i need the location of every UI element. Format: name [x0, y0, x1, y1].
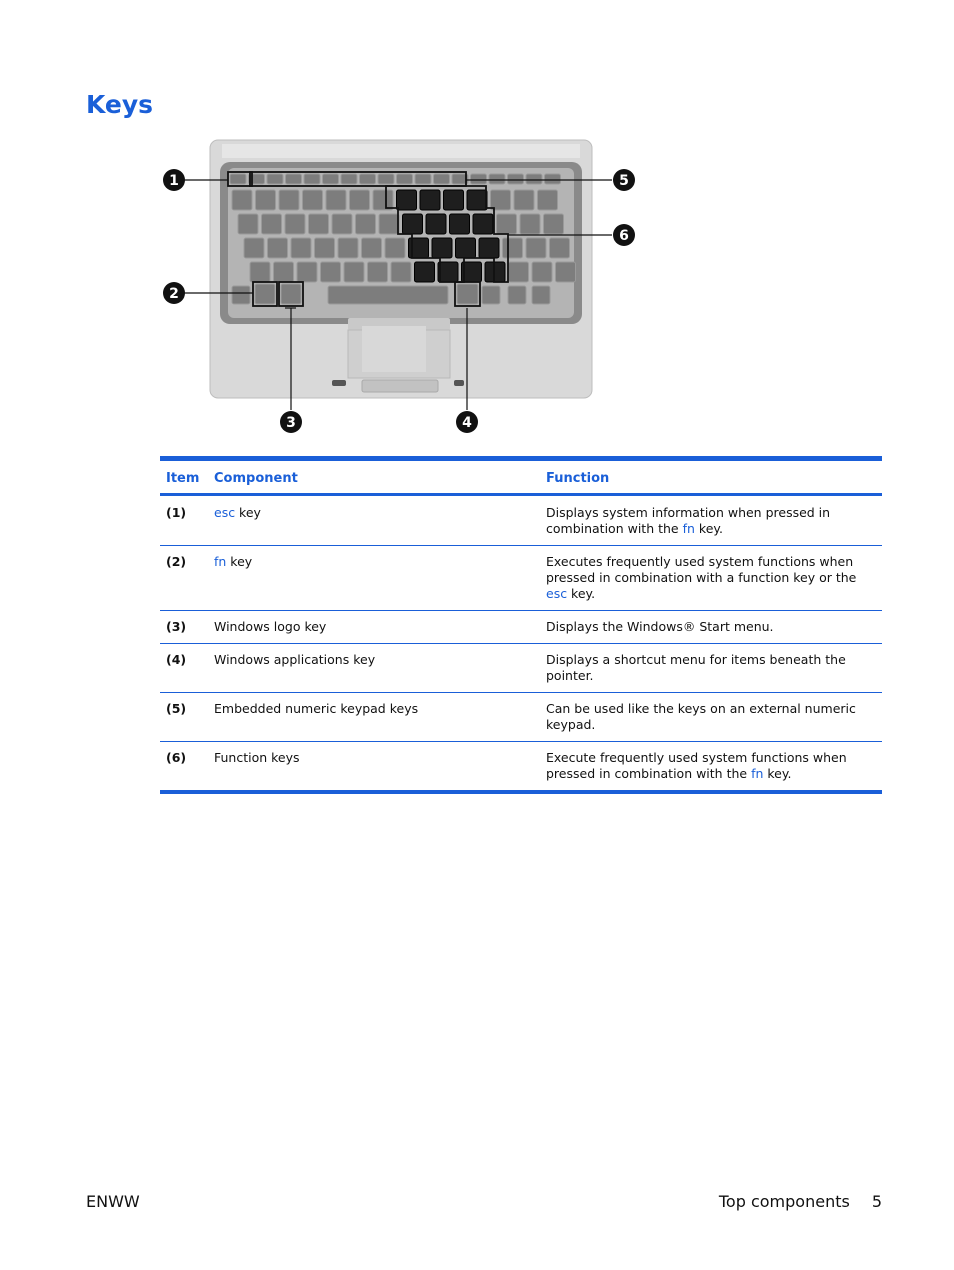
function-text: Can be used like the keys on an external numeric keypad. [546, 701, 856, 732]
page-number: 5 [871, 1192, 882, 1211]
keyboard-key [457, 284, 478, 304]
table-row [160, 644, 882, 693]
keypad-key [432, 238, 452, 258]
keyboard-key [244, 238, 264, 258]
footer-doc-id: ENWW [86, 1192, 140, 1211]
keyboard-key [385, 238, 405, 258]
keyboard-key [232, 286, 250, 304]
callout-number: 5 [619, 173, 629, 189]
component-text: Embedded numeric keypad keys [214, 701, 419, 716]
component-cell [208, 495, 540, 546]
keyboard-key [482, 286, 500, 304]
keyboard-key [281, 284, 301, 304]
keyboard-key [356, 214, 376, 234]
function-cell [540, 644, 882, 693]
keyboard-key [230, 174, 246, 184]
function-text-end: key. [763, 766, 792, 781]
keyboard-key [323, 174, 339, 184]
keyboard-key [326, 190, 346, 210]
keyboard-key [391, 262, 411, 282]
keyboard-key [332, 214, 352, 234]
component-cell [208, 611, 540, 644]
callout-number: 6 [619, 228, 629, 244]
keyboard-key [556, 262, 576, 282]
keyboard-key [255, 284, 275, 304]
keyword: esc [214, 505, 236, 520]
table-row [160, 495, 882, 546]
component-cell [208, 546, 540, 611]
keypad-key [403, 214, 423, 234]
keyboard-key [545, 174, 561, 184]
keyword: fn [751, 766, 764, 781]
keyboard-key [544, 214, 564, 234]
keyboard-key [344, 262, 364, 282]
keyboard-key [285, 214, 305, 234]
header-item: Item [166, 471, 200, 486]
keypad-key [397, 190, 417, 210]
footer-section-title: Top components [718, 1192, 850, 1211]
function-text: Displays the Windows® Start menu. [546, 619, 774, 634]
keyboard-key [415, 174, 431, 184]
item-number: (5) [166, 701, 187, 716]
function-text-end: key. [567, 586, 596, 601]
function-cell [540, 693, 882, 742]
keyboard-key [532, 262, 552, 282]
keyboard-key [497, 214, 517, 234]
component-cell [208, 742, 540, 793]
keyboard-key [262, 214, 282, 234]
keyboard-key [397, 174, 413, 184]
component-text: key [226, 554, 253, 569]
keypad-key [479, 238, 499, 258]
keypad-key [426, 214, 446, 234]
function-text: Execute frequently used system functions when pressed in combination with the [546, 750, 847, 781]
keyboard-key [503, 238, 523, 258]
table-row [160, 742, 882, 793]
keyword: fn [214, 554, 227, 569]
table-row [160, 693, 882, 742]
keyboard-key [238, 214, 258, 234]
callout-number: 1 [169, 173, 179, 189]
keyword: esc [546, 586, 568, 601]
keypad-key [415, 262, 435, 282]
component-text: Function keys [214, 750, 300, 765]
keyboard-key [274, 262, 294, 282]
keyboard-key [309, 214, 329, 234]
keypad-key [485, 262, 505, 282]
keyboard-key [514, 190, 534, 210]
keyboard-key [373, 190, 393, 210]
keyboard-key [315, 238, 335, 258]
keyboard-key [232, 190, 252, 210]
item-number: (3) [166, 619, 187, 634]
keypad-key [473, 214, 493, 234]
keyboard-key [379, 214, 399, 234]
keypad-key [420, 190, 440, 210]
keyboard-key [378, 174, 394, 184]
keyboard-key [338, 238, 358, 258]
page-heading: Keys [86, 90, 154, 119]
keyboard-key [489, 174, 505, 184]
keyboard-key [360, 174, 376, 184]
keyboard-key [328, 286, 448, 304]
keyboard-key [304, 174, 320, 184]
component-text: Windows applications key [214, 652, 376, 667]
keyboard-key [368, 262, 388, 282]
keypad-key [450, 214, 470, 234]
keyboard-key [350, 190, 370, 210]
keyboard-key [526, 238, 546, 258]
key-table [160, 456, 882, 794]
item-number: (1) [166, 505, 187, 520]
keyboard-key [267, 174, 283, 184]
function-text: Executes frequently used system functions when pressed in combination with a function key or the [546, 554, 857, 585]
keyboard-key [256, 190, 276, 210]
keyboard-key [341, 174, 357, 184]
function-cell [540, 742, 882, 793]
keyboard-key [508, 174, 524, 184]
function-text: Displays a shortcut menu for items beneath the pointer. [546, 652, 846, 683]
callout-number: 3 [286, 415, 296, 431]
component-cell [208, 693, 540, 742]
keyboard-key [520, 214, 540, 234]
keyboard-key [471, 174, 487, 184]
table-row [160, 611, 882, 644]
keypad-key [467, 190, 487, 210]
keyboard-key [508, 286, 526, 304]
component-cell [208, 644, 540, 693]
keyboard-key [297, 262, 317, 282]
keyboard-key [532, 286, 550, 304]
keypad-key [438, 262, 458, 282]
keyboard-key [362, 238, 382, 258]
function-cell [540, 495, 882, 546]
component-text: Windows logo key [214, 619, 327, 634]
keyboard-key [303, 190, 323, 210]
footer-section [719, 1192, 882, 1211]
keyboard-key [286, 174, 302, 184]
keyboard-key [279, 190, 299, 210]
keyboard-key [550, 238, 570, 258]
function-cell [540, 546, 882, 611]
keyboard-key [291, 238, 311, 258]
item-number: (6) [166, 750, 187, 765]
keypad-key [444, 190, 464, 210]
header-function: Function [546, 471, 610, 486]
header-component: Component [214, 471, 298, 486]
keyboard-key [491, 190, 511, 210]
function-text: Displays system information when pressed in combination with the [546, 505, 831, 536]
keyword: fn [682, 521, 695, 536]
function-text-end: key. [694, 521, 723, 536]
keyboard-key [538, 190, 558, 210]
keyboard-key [250, 262, 270, 282]
item-number: (4) [166, 652, 187, 667]
function-cell [540, 611, 882, 644]
keyboard-figure [150, 130, 650, 440]
table-row [160, 546, 882, 611]
callout-number: 4 [462, 415, 472, 431]
item-number: (2) [166, 554, 187, 569]
keyboard-key [509, 262, 529, 282]
component-text: key [235, 505, 261, 520]
keyboard-key [321, 262, 341, 282]
callout-number: 2 [169, 286, 179, 302]
keypad-key [456, 238, 476, 258]
keyboard-key [268, 238, 288, 258]
keyboard-key [526, 174, 542, 184]
keyboard-key [434, 174, 450, 184]
